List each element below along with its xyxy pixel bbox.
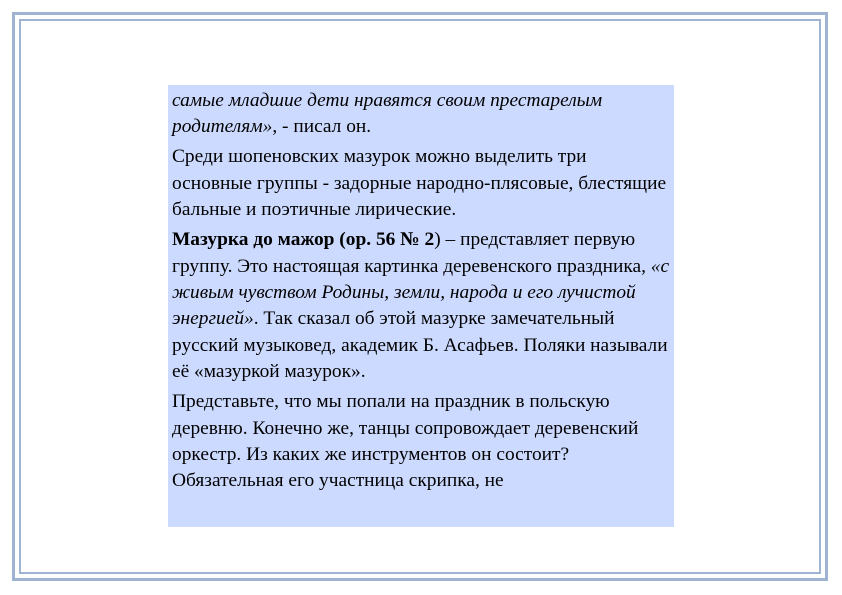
quote-italic: самые младшие дети нравятся своим престарелым родителям» (172, 90, 603, 138)
paragraph-quote-ending (172, 88, 670, 141)
text-block (168, 85, 674, 527)
mazurka-title-bold: Мазурка до мажор (ор. 56 № 2 (172, 229, 435, 251)
text-content (168, 85, 674, 495)
paragraph-mazurka-groups (172, 144, 670, 223)
quote-italic: «с живым чувством Родины, земли, народа и его лучистой энергией» (172, 255, 670, 330)
paragraph-text: ) – представляет первую группу. Это настоящая картинка деревенского праздника, (172, 229, 651, 277)
paragraph-village-festival (172, 389, 670, 495)
paragraph-mazurka-c-major (172, 227, 670, 385)
paragraph-text: . Так сказал об этой мазурке замечательный русский музыковед, академик Б. Асафьев. Поляки называли её «мазуркой мазурок». (172, 308, 668, 383)
paragraph-text: Среди шопеновских мазурок можно выделить три основные группы - задорные народно-плясовые, блестящие бальные и поэтичные лирические. (172, 146, 667, 221)
paragraph-text: Представьте, что мы попали на праздник в польскую деревню. Конечно же, танцы сопровождает деревенский оркестр. Из каких же инструментов он состоит? Обязательная его участница скрипка, не (172, 391, 639, 492)
paragraph-text: , - писал он. (272, 116, 372, 138)
